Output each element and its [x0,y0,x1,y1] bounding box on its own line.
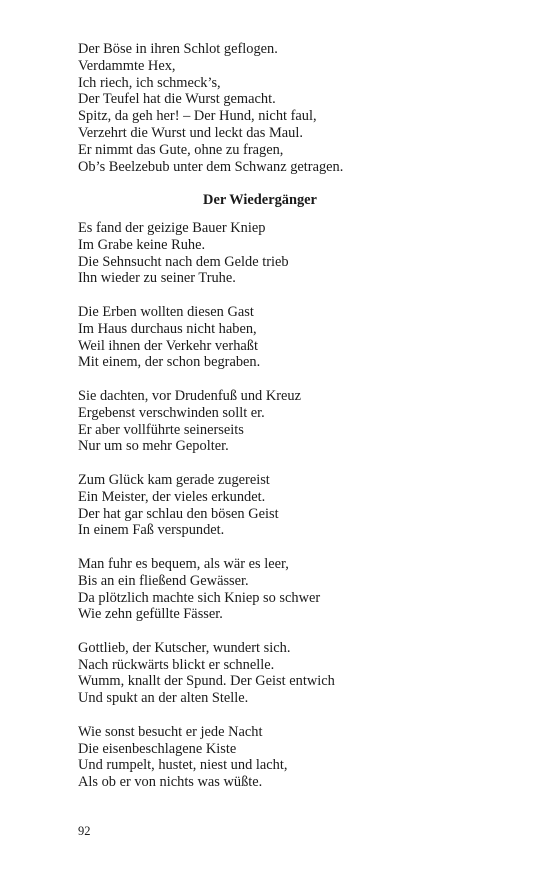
stanza-4 [78,472,478,539]
verse-line: Er aber vollführte seinerseits [78,421,244,438]
verse-line: Man fuhr es bequem, als wär es leer, [78,555,289,572]
verse-line: Sie dachten, vor Drudenfuß und Kreuz [78,387,301,404]
verse-line: Die eisenbeschlagene Kiste [78,740,237,757]
verse-line: In einem Faß verspundet. [78,522,225,539]
verse-line: Im Grabe keine Ruhe. [78,236,206,253]
verse-line: Und spukt an der alten Stelle. [78,690,249,707]
stanza-7 [78,724,478,791]
stanza-1 [78,220,478,287]
verse-line: Ein Meister, der vieles erkundet. [78,488,266,505]
verse-line: Mit einem, der schon begraben. [78,354,261,371]
poem-title: Der Wiedergänger [203,192,317,209]
verse-line: Als ob er von nichts was wüßte. [78,774,263,791]
verse-line: Nur um so mehr Gepolter. [78,438,229,455]
stanza-2 [78,304,478,371]
verse-line: Weil ihnen der Verkehr verhaßt [78,337,258,354]
verse-line: Gottlieb, der Kutscher, wundert sich. [78,639,291,656]
verse-line: Im Haus durchaus nicht haben, [78,320,257,337]
verse-line: Spitz, da geh her! – Der Hund, nicht faul, [78,108,317,125]
verse-line: Ob’s Beelzebub unter dem Schwanz getragen. [78,158,344,175]
verse-line: Die Sehnsucht nach dem Gelde trieb [78,253,289,270]
verse-line: Wie zehn gefüllte Fässer. [78,606,223,623]
page-body [78,41,478,808]
verse-line: Es fand der geizige Bauer Kniep [78,219,266,236]
verse-line: Und rumpelt, hustet, niest und lacht, [78,757,288,774]
verse-line: Verzehrt die Wurst und leckt das Maul. [78,124,303,141]
verse-line: Wie sonst besucht er jede Nacht [78,723,263,740]
stanza-5 [78,556,478,623]
stanza-3 [78,388,478,455]
verse-line: Nach rückwärts blickt er schnelle. [78,656,275,673]
page-number: 92 [78,824,91,838]
previous-poem-fragment [78,41,478,175]
verse-line: Ich riech, ich schmeck’s, [78,74,221,91]
verse-line: Der hat gar schlau den bösen Geist [78,505,279,522]
verse-line: Ergebenst verschwinden sollt er. [78,404,265,421]
verse-line: Verdammte Hex, [78,57,176,74]
verse-line: Der Böse in ihren Schlot geflogen. [78,41,278,57]
verse-line: Wumm, knallt der Spund. Der Geist entwich [78,673,335,690]
verse-line: Der Teufel hat die Wurst gemacht. [78,91,276,108]
verse-line: Da plötzlich machte sich Kniep so schwer [78,589,321,606]
verse-line: Die Erben wollten diesen Gast [78,303,254,320]
verse-line: Er nimmt das Gute, ohne zu fragen, [78,141,284,158]
stanza-6 [78,640,478,707]
verse-line: Zum Glück kam gerade zugereist [78,471,270,488]
verse-line: Ihn wieder zu seiner Truhe. [78,270,236,287]
verse-line: Bis an ein fließend Gewässer. [78,572,249,589]
